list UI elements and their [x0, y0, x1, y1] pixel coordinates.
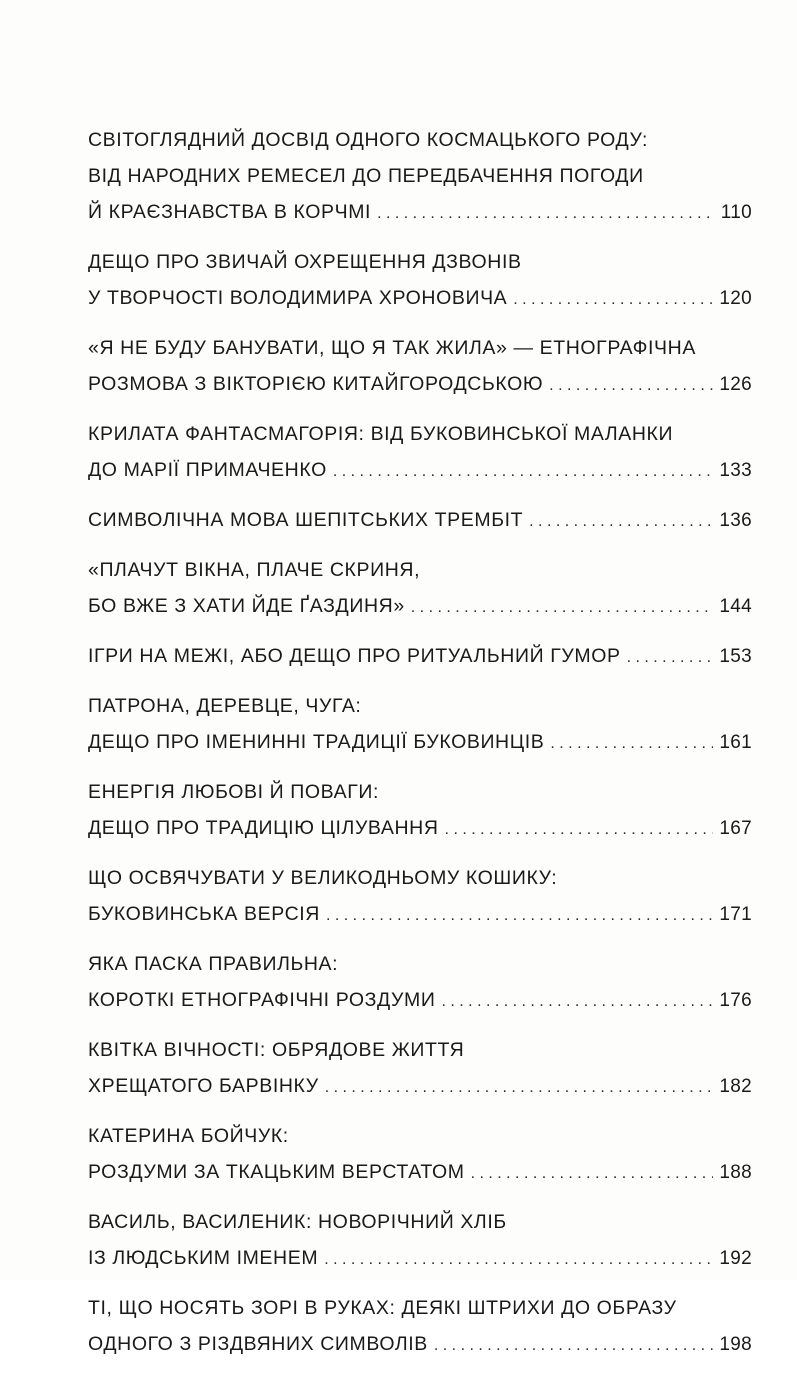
toc-entry-title-text: РОЗДУМИ ЗА ТКАЦЬКИМ ВЕРСТАТОМ — [88, 1161, 465, 1183]
toc-entry — [88, 416, 752, 488]
dot-leader — [513, 282, 713, 316]
toc-entry — [88, 1290, 752, 1362]
toc-entry — [88, 688, 752, 760]
toc-entry-title-text: ІГРИ НА МЕЖІ, АБО ДЕЩО ПРО РИТУАЛЬНИЙ ГУМОР — [88, 645, 621, 667]
toc-entry-title-line — [88, 860, 752, 896]
toc-entry-title-text: КОРОТКІ ЕТНОГРАФІЧНІ РОЗДУМИ — [88, 989, 436, 1011]
toc-page-number: 144 — [719, 596, 752, 617]
toc-entry — [88, 946, 752, 1018]
toc-entry — [88, 552, 752, 624]
toc-entry — [88, 638, 752, 674]
toc-entry-title-line — [88, 244, 752, 280]
toc-entry-title-text: ДЕЩО ПРО ІМЕНИННІ ТРАДИЦІЇ БУКОВИНЦІВ — [88, 731, 545, 753]
toc-entry-last-line — [88, 1068, 752, 1104]
toc-page-number: 126 — [719, 374, 752, 395]
toc-entry — [88, 502, 752, 538]
toc-entry-title-line — [88, 946, 752, 982]
toc-entry-last-line — [88, 502, 752, 538]
toc-entry-title-line — [88, 688, 752, 724]
toc-entry-title-text: ДЕЩО ПРО ТРАДИЦІЮ ЦІЛУВАННЯ — [88, 817, 439, 839]
toc-page-number: 192 — [719, 1248, 752, 1269]
toc-page-number: 171 — [719, 904, 752, 925]
toc-entry-last-line — [88, 452, 752, 488]
toc-entry-title-text: РОЗМОВА З ВІКТОРІЄЮ КИТАЙГОРОДСЬКОЮ — [88, 373, 544, 395]
toc-entry-title-text: Й КРАЄЗНАВСТВА В КОРЧМІ — [88, 201, 372, 223]
toc-entry-title-text: ЩО ОСВЯЧУВАТИ У ВЕЛИКОДНЬОМУ КОШИКУ: — [88, 867, 558, 889]
toc-entry-title-text: ПАТРОНА, ДЕРЕВЦЕ, ЧУГА: — [88, 695, 362, 717]
dot-leader — [377, 196, 715, 230]
toc-page-number: 136 — [719, 510, 752, 531]
toc-entry-last-line — [88, 724, 752, 760]
toc-entry-title-text: СИМВОЛІЧНА МОВА ШЕПІТСЬКИХ ТРЕМБІТ — [88, 509, 524, 531]
dot-leader — [442, 984, 714, 1018]
toc-entry — [88, 1032, 752, 1104]
table-of-contents — [88, 122, 752, 1376]
toc-entry-title-text: ДО МАРІЇ ПРИМАЧЕНКО — [88, 459, 327, 481]
toc-entry-title-line — [88, 1290, 752, 1326]
toc-entry-title-text: ЯКА ПАСКА ПРАВИЛЬНА: — [88, 953, 339, 975]
dot-leader — [411, 590, 714, 624]
toc-page-number: 188 — [719, 1162, 752, 1183]
dot-leader — [324, 1242, 713, 1276]
toc-entry-last-line — [88, 810, 752, 846]
dot-leader — [529, 504, 713, 538]
toc-entry-last-line — [88, 638, 752, 674]
toc-entry-title-text: КРИЛАТА ФАНТАСМАГОРІЯ: ВІД БУКОВИНСЬКОЇ МАЛАНКИ — [88, 423, 674, 445]
dot-leader — [549, 368, 713, 402]
toc-entry-title-text: «Я НЕ БУДУ БАНУВАТИ, ЩО Я ТАК ЖИЛА» — ЕТНОГРАФІЧНА — [88, 337, 696, 359]
dot-leader — [333, 454, 714, 488]
toc-entry-title-text: СВІТОГЛЯДНИЙ ДОСВІД ОДНОГО КОСМАЦЬКОГО РОДУ: — [88, 129, 649, 151]
toc-entry-title-text: БО ВЖЕ З ХАТИ ЙДЕ ҐАЗДИНЯ» — [88, 595, 405, 617]
dot-leader — [445, 812, 714, 846]
toc-entry — [88, 860, 752, 932]
toc-entry-last-line — [88, 982, 752, 1018]
toc-entry-last-line — [88, 1240, 752, 1276]
toc-entry-title-line — [88, 122, 752, 158]
dot-leader — [434, 1328, 714, 1362]
toc-page-number: 110 — [720, 202, 752, 223]
toc-entry-last-line — [88, 896, 752, 932]
toc-page-number: 176 — [719, 990, 752, 1011]
toc-page-number: 198 — [719, 1334, 752, 1355]
dot-leader — [471, 1156, 714, 1190]
toc-entry-title-line — [88, 1118, 752, 1154]
toc-entry-title-text: ВАСИЛЬ, ВАСИЛЕНИК: НОВОРІЧНИЙ ХЛІБ — [88, 1211, 507, 1233]
toc-entry-title-line — [88, 416, 752, 452]
toc-entry-title-text: «ПЛАЧУТ ВІКНА, ПЛАЧЕ СКРИНЯ, — [88, 559, 421, 581]
toc-entry — [88, 244, 752, 316]
toc-entry-title-text: БУКОВИНСЬКА ВЕРСІЯ — [88, 903, 320, 925]
toc-page-number: 153 — [719, 646, 752, 667]
toc-entry-title-text: ДЕЩО ПРО ЗВИЧАЙ ОХРЕЩЕННЯ ДЗВОНІВ — [88, 251, 522, 273]
toc-entry-title-text: КВІТКА ВІЧНОСТІ: ОБРЯДОВЕ ЖИТТЯ — [88, 1039, 465, 1061]
toc-entry-title-text: ХРЕЩАТОГО БАРВІНКУ — [88, 1075, 319, 1097]
toc-entry-title-line — [88, 552, 752, 588]
toc-entry-title-line — [88, 1032, 752, 1068]
toc-entry-title-text: ТІ, ЩО НОСЯТЬ ЗОРІ В РУКАХ: ДЕЯКІ ШТРИХИ ДО ОБРАЗУ — [88, 1297, 677, 1319]
toc-entry — [88, 330, 752, 402]
toc-entry-title-text: ІЗ ЛЮДСЬКИМ ІМЕНЕМ — [88, 1247, 319, 1269]
toc-entry-last-line — [88, 588, 752, 624]
toc-entry — [88, 774, 752, 846]
toc-entry-last-line — [88, 1326, 752, 1362]
toc-entry-title-line — [88, 158, 752, 194]
toc-entry-title-text: КАТЕРИНА БОЙЧУК: — [88, 1125, 289, 1147]
toc-entry — [88, 122, 752, 230]
toc-page-number: 120 — [719, 288, 752, 309]
dot-leader — [325, 1070, 714, 1104]
toc-page-number: 133 — [719, 460, 752, 481]
toc-entry — [88, 1204, 752, 1276]
toc-page-number: 182 — [719, 1076, 752, 1097]
toc-entry-last-line — [88, 194, 752, 230]
toc-entry-title-line — [88, 774, 752, 810]
dot-leader — [550, 726, 713, 760]
toc-page-number: 161 — [719, 732, 752, 753]
dot-leader — [326, 898, 713, 932]
toc-entry-title-text: ВІД НАРОДНИХ РЕМЕСЕЛ ДО ПЕРЕДБАЧЕННЯ ПОГОДИ — [88, 165, 644, 187]
toc-entry — [88, 1118, 752, 1190]
toc-entry-title-line — [88, 1204, 752, 1240]
toc-entry-last-line — [88, 1154, 752, 1190]
dot-leader — [627, 640, 714, 674]
toc-page-number: 167 — [719, 818, 752, 839]
toc-entry-title-line — [88, 330, 752, 366]
toc-entry-last-line — [88, 280, 752, 316]
toc-entry-title-text: У ТВОРЧОСТІ ВОЛОДИМИРА ХРОНОВИЧА — [88, 287, 508, 309]
toc-entry-last-line — [88, 366, 752, 402]
toc-entry-title-text: ОДНОГО З РІЗДВЯНИХ СИМВОЛІВ — [88, 1333, 428, 1355]
toc-entry-title-text: ЕНЕРГІЯ ЛЮБОВІ Й ПОВАГИ: — [88, 781, 380, 803]
